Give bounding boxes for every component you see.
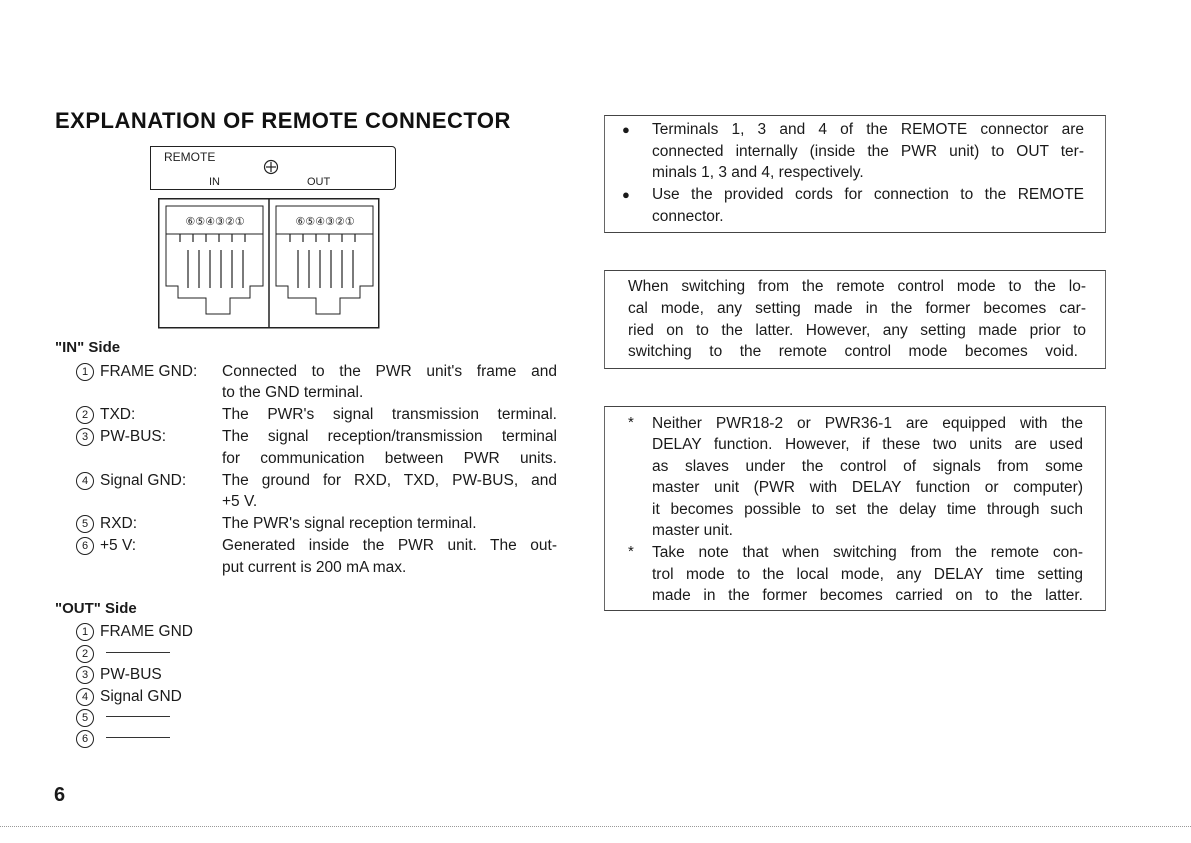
out-terminal-2	[76, 643, 170, 664]
remote-connector-panel	[150, 146, 396, 190]
out-pin-labels: ⑥⑤④③②①	[295, 215, 355, 228]
out-terminal-5	[76, 707, 170, 728]
note-box-delay	[604, 406, 1106, 611]
note-line: minals 1, 3 and 4, respectively.	[652, 164, 864, 181]
panel-in-label: IN	[209, 176, 220, 188]
connector-jack-diagram	[158, 198, 380, 335]
note-line: Use the provided cords for connection to the REMOTE	[652, 186, 1084, 203]
note-line: it becomes possible to set the delay time through such	[652, 501, 1083, 518]
terminal-number: 6	[76, 730, 94, 748]
note-line: connector.	[652, 208, 724, 225]
note-line: as slaves under the control of signals from some	[652, 458, 1083, 475]
note-line: connected internally (inside the PWR unit) to OUT ter-	[652, 143, 1084, 160]
in-pin-labels: ⑥⑤④③②①	[185, 215, 245, 228]
note-line: When switching from the remote control mode to the lo-	[628, 278, 1086, 295]
terminal-number: 5	[76, 709, 94, 727]
panel-remote-label: REMOTE	[164, 150, 216, 164]
bullet-icon: ●	[622, 122, 630, 137]
out-side-heading: "OUT" Side	[55, 600, 137, 617]
note-line: Take note that when switching from the remote con-	[652, 544, 1083, 561]
terminal-desc-line: The PWR's signal transmission terminal.	[222, 406, 557, 423]
note-line: made in the former becomes carried on to the latter.	[652, 587, 1083, 604]
panel-out-label: OUT	[307, 176, 331, 188]
terminal-label: PW-BUS:	[100, 428, 167, 445]
terminal-label: PW-BUS	[100, 666, 162, 683]
unused-dash	[106, 737, 170, 738]
terminal-label: FRAME GND:	[100, 363, 198, 380]
asterisk-icon: *	[628, 414, 634, 431]
bullet-icon: ●	[622, 187, 630, 202]
terminal-label: FRAME GND	[100, 623, 193, 640]
note-line: ried on to the latter. However, any setting made prior to	[628, 322, 1086, 339]
out-terminal-4	[76, 686, 182, 707]
terminal-desc-line: for communication between PWR units.	[222, 450, 557, 467]
terminal-number: 1	[76, 623, 94, 641]
terminal-number: 4	[76, 688, 94, 706]
screw-icon	[263, 159, 279, 178]
terminal-label: Signal GND	[100, 688, 182, 705]
footer-rule	[0, 826, 1191, 827]
terminal-number: 6	[76, 537, 94, 555]
terminal-desc-line: Generated inside the PWR unit. The out-	[222, 537, 557, 554]
terminal-desc-line: to the GND terminal.	[222, 384, 364, 401]
out-jack	[276, 206, 373, 314]
note-line: master unit (PWR with DELAY function or computer)	[652, 479, 1083, 496]
terminal-label: TXD:	[100, 406, 136, 423]
out-terminal-3	[76, 664, 162, 685]
terminal-number: 4	[76, 472, 94, 490]
unused-dash	[106, 652, 170, 653]
terminal-number: 2	[76, 406, 94, 424]
terminal-label: RXD:	[100, 515, 138, 532]
terminal-label: +5 V:	[100, 537, 137, 554]
terminal-number: 3	[76, 428, 94, 446]
terminal-number: 3	[76, 666, 94, 684]
terminal-desc-line: The PWR's signal reception terminal.	[222, 515, 477, 532]
note-line: cal mode, any setting made in the former becomes car-	[628, 300, 1086, 317]
terminal-desc-line: put current is 200 mA max.	[222, 559, 407, 576]
page-number: 6	[54, 784, 66, 806]
terminal-number: 5	[76, 515, 94, 533]
note-line: DELAY function. However, if these two units are used	[652, 436, 1083, 453]
asterisk-icon: *	[628, 543, 634, 560]
in-side-heading: "IN" Side	[55, 339, 121, 356]
terminal-desc-line: The signal reception/transmission terminal	[222, 428, 557, 445]
note-box-mode-switch	[604, 270, 1106, 369]
out-terminal-6	[76, 728, 170, 749]
out-terminal-1	[76, 621, 193, 642]
note-line: Neither PWR18-2 or PWR36-1 are equipped with the	[652, 415, 1083, 432]
note-box-connections	[604, 115, 1106, 233]
note-line: trol mode to the local mode, any DELAY time setting	[652, 566, 1083, 583]
in-jack	[166, 206, 263, 314]
terminal-number: 2	[76, 645, 94, 663]
terminal-desc-line: Connected to the PWR unit's frame and	[222, 363, 557, 380]
note-line: master unit.	[652, 522, 733, 539]
page-title: EXPLANATION OF REMOTE CONNECTOR	[55, 108, 511, 133]
terminal-desc-line: +5 V.	[222, 493, 258, 510]
terminal-number: 1	[76, 363, 94, 381]
terminal-label: Signal GND:	[100, 472, 187, 489]
unused-dash	[106, 716, 170, 717]
note-line: switching to the remote control mode becomes void.	[628, 343, 1078, 360]
terminal-desc-line: The ground for RXD, TXD, PW-BUS, and	[222, 472, 557, 489]
note-line: Terminals 1, 3 and 4 of the REMOTE connector are	[652, 121, 1084, 138]
